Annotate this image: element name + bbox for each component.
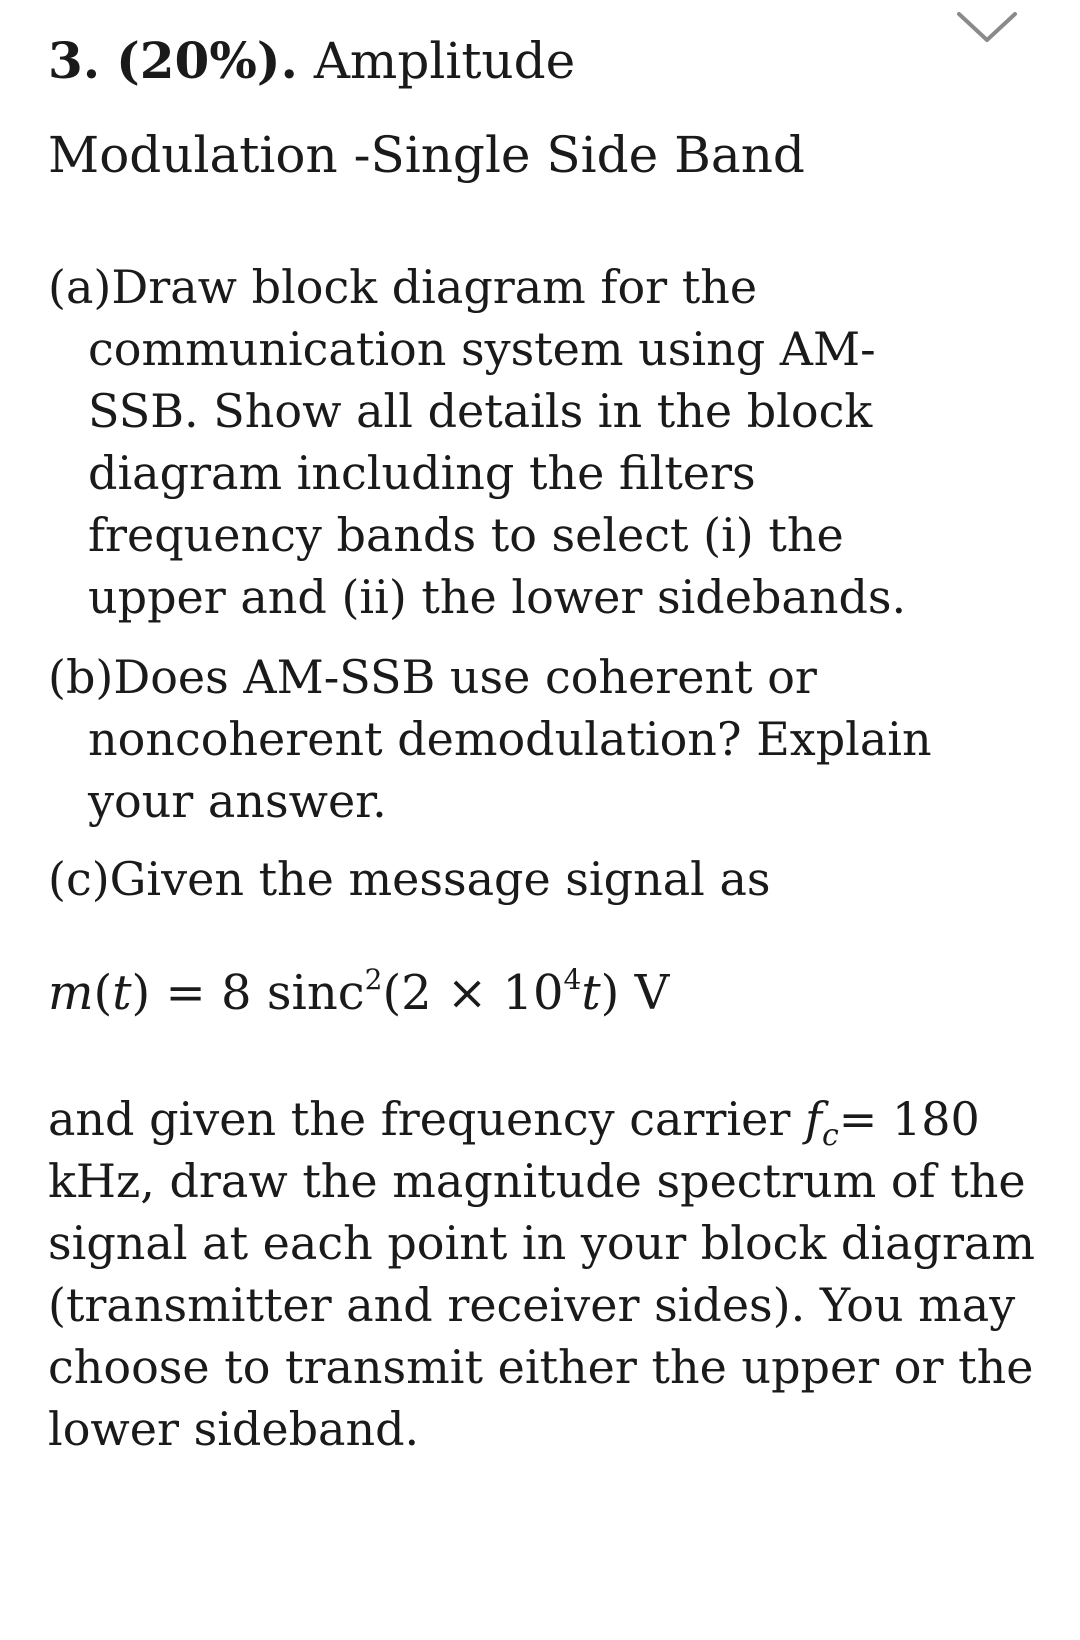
question-subtitle: Modulation -Single Side Band: [48, 126, 805, 184]
part-b-line: your answer.: [88, 774, 387, 828]
carrier-sub: c: [821, 1118, 839, 1153]
eq-base: 10: [502, 965, 564, 1021]
eq-var: t: [581, 965, 601, 1021]
part-b-label: (b): [48, 650, 114, 704]
part-a-line: diagram including the filters: [88, 446, 756, 500]
carrier-equals: =: [838, 1092, 878, 1146]
eq-lhs-func: m: [48, 965, 94, 1021]
eq-func-exp: 2: [364, 963, 383, 996]
eq-equals: =: [165, 965, 206, 1021]
para-line: signal at each point in your block diagram: [48, 1216, 1035, 1270]
para-line: (transmitter and receiver sides). You may: [48, 1278, 1016, 1332]
eq-close: ): [600, 965, 620, 1021]
question-title-text: Amplitude: [313, 32, 576, 90]
part-a-line: upper and (ii) the lower sidebands.: [88, 570, 907, 624]
question-title: [48, 30, 575, 92]
eq-open: (: [382, 965, 402, 1021]
eq-unit: V: [634, 965, 670, 1021]
part-a-line: SSB. Show all details in the block: [88, 384, 873, 438]
part-b-line: noncoherent demodulation? Explain: [88, 712, 932, 766]
part-a-line: communication system using AM-: [88, 322, 876, 376]
part-c-line: Given the message signal as: [109, 852, 771, 906]
part-c-paragraph: [48, 1088, 1058, 1460]
carrier-symbol: f: [804, 1092, 822, 1146]
eq-coefficient: 8: [221, 965, 252, 1021]
part-a-label: (a): [48, 260, 112, 314]
part-b-line: Does AM-SSB use coherent or: [113, 650, 817, 704]
part-a-line: Draw block diagram for the: [111, 260, 758, 314]
part-b: [48, 646, 1058, 832]
eq-lhs-arg: t: [112, 965, 132, 1021]
part-c-label: (c): [48, 852, 110, 906]
part-a: [48, 256, 1058, 628]
carrier-value: 180: [891, 1092, 980, 1146]
question-weight: (20%).: [116, 31, 298, 90]
eq-base-exp: 4: [563, 963, 582, 996]
message-signal-equation: m(t) = 8 $\sin c^2(2 \times 10^4t)$ V: [48, 963, 670, 1021]
question-number: 3.: [48, 31, 101, 90]
part-c: [48, 848, 1058, 910]
para-line: choose to transmit either the upper or the: [48, 1340, 1034, 1394]
chevron-down-icon[interactable]: [955, 8, 1019, 48]
para-line1-prefix: and given the frequency carrier: [48, 1092, 805, 1146]
eq-times: ×: [446, 965, 488, 1021]
eq-func: sinc: [266, 965, 365, 1021]
eq-factor: 2: [401, 965, 432, 1021]
part-a-line: frequency bands to select (i) the: [88, 508, 844, 562]
para-line: lower sideband.: [48, 1402, 420, 1456]
para-line: kHz, draw the magnitude spectrum of the: [48, 1154, 1026, 1208]
